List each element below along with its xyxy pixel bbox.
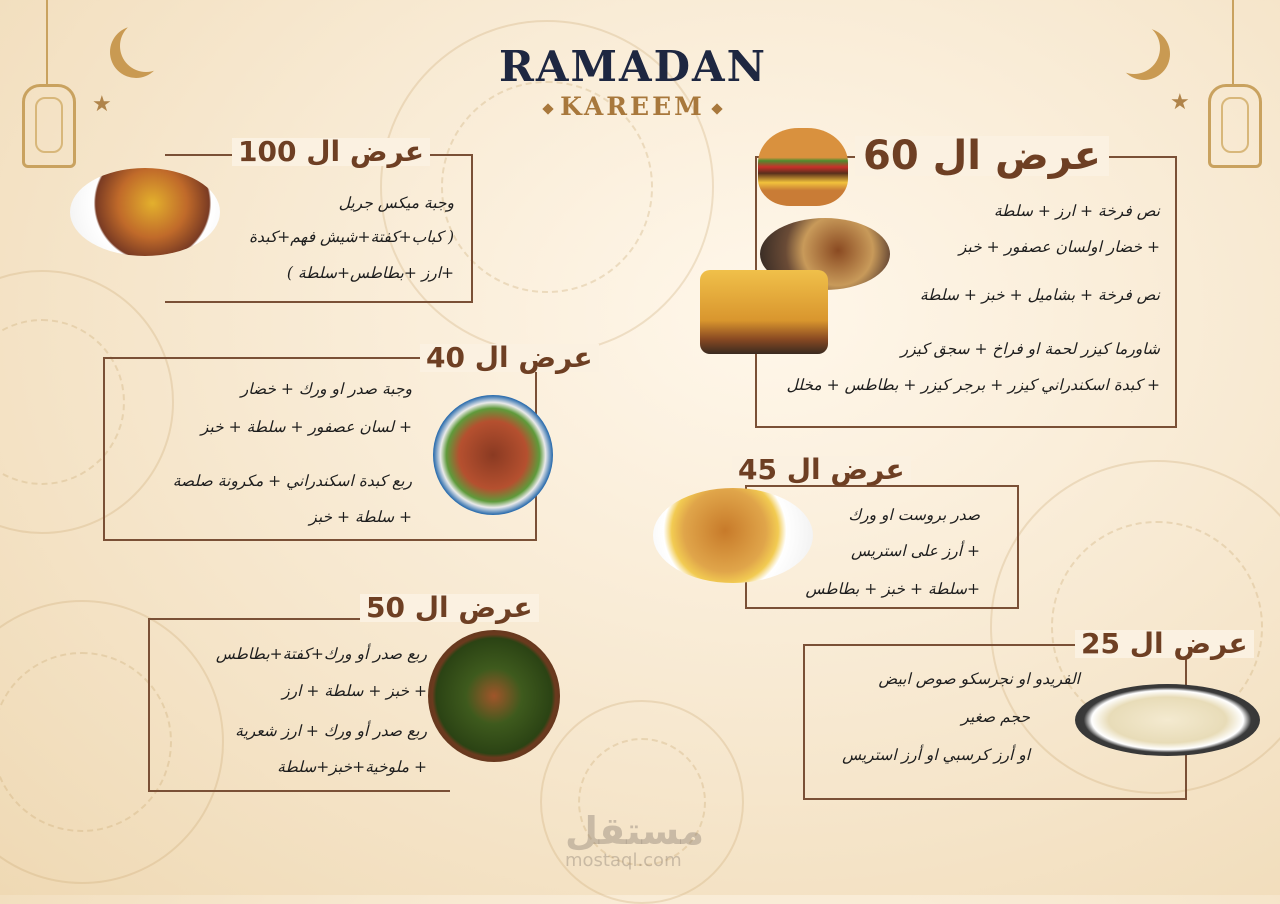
offer-100-heading: عرض ال 100 xyxy=(232,138,430,166)
offer-60-heading: عرض ال 60 xyxy=(855,136,1109,176)
offer-40-line: وجبة صدر او ورك + خضار xyxy=(240,380,412,398)
offer-60-line: نص فرخة + بشاميل + خبز + سلطة xyxy=(919,286,1160,304)
crescent-moon-icon xyxy=(1108,22,1160,74)
offer-50-heading: عرض ال 50 xyxy=(360,594,539,622)
offer-50-line: ربع صدر أو ورك+كفتة+بطاطس xyxy=(215,645,427,663)
broasted-chicken-image xyxy=(653,488,813,583)
offer-50-line: + خبز + سلطة + ارز xyxy=(282,682,427,700)
offer-40-heading: عرض ال 40 xyxy=(420,344,599,372)
offer-40-line: + لسان عصفور + سلطة + خبز xyxy=(200,418,412,436)
burger-image xyxy=(758,128,848,206)
offer-25-line: او أرز كرسبي او أرز استريس xyxy=(842,746,1030,764)
offer-25-line: حجم صغير xyxy=(961,708,1030,726)
crescent-moon-icon xyxy=(120,20,172,72)
offer-60-line: شاورما كيزر لحمة او فراخ + سجق كيزر xyxy=(900,340,1160,358)
offer-45-line: +سلطة + خبز + بطاطس xyxy=(805,580,980,598)
offer-60-line: نص فرخة + ارز + سلطة xyxy=(993,202,1160,220)
star-icon: ★ xyxy=(1170,90,1190,115)
page-subtitle: KAREEM xyxy=(530,92,735,121)
bechamel-image xyxy=(700,270,828,354)
watermark-latin: mostaql.com xyxy=(565,850,682,871)
pasta-alfredo-image xyxy=(1075,684,1260,756)
offer-25-heading: عرض ال 25 xyxy=(1075,630,1254,658)
background-mandala xyxy=(540,700,744,904)
watermark xyxy=(565,809,704,871)
mixed-grill-image xyxy=(70,168,220,256)
star-icon: ★ xyxy=(92,92,112,117)
lantern-icon xyxy=(1208,84,1262,168)
offer-45-heading: عرض ال 45 xyxy=(732,456,911,484)
vegetable-chicken-image xyxy=(433,395,553,515)
offer-50-line: ربع صدر أو ورك + ارز شعرية xyxy=(235,722,427,740)
lantern-chain xyxy=(1232,0,1234,84)
diamond-icon xyxy=(542,103,553,114)
offer-45-line: + أرز على استريس xyxy=(851,542,980,560)
offer-100-line: ( كباب+كفتة+شيش فهم+كبدة xyxy=(248,228,454,246)
watermark-arabic: مستقل xyxy=(565,809,704,853)
offer-45-line: صدر بروست او ورك xyxy=(848,506,980,524)
offer-25-line: الفريدو او نجرسكو صوص ابيض xyxy=(878,670,1080,688)
diamond-icon xyxy=(711,103,722,114)
lantern-chain xyxy=(46,0,48,84)
molokhia-image xyxy=(428,630,560,762)
offer-60-line: + خضار اولسان عصفور + خبز xyxy=(958,238,1160,256)
lantern-icon xyxy=(22,84,76,168)
offer-100-line: +ارز +بطاطس+سلطة ) xyxy=(286,264,454,282)
offer-100-line: وجبة ميكس جريل xyxy=(338,194,454,212)
offer-60-line: + كبدة اسكندراني كيزر + برجر كيزر + بطاطس + مخلل xyxy=(786,376,1160,394)
offer-40-line: + سلطة + خبز xyxy=(309,508,412,526)
offer-40-line: ربع كبدة اسكندراني + مكرونة صلصة xyxy=(172,472,412,490)
page-title: RAMADAN xyxy=(499,42,767,91)
offer-50-line: + ملوخية+خبز+سلطة xyxy=(277,758,427,776)
